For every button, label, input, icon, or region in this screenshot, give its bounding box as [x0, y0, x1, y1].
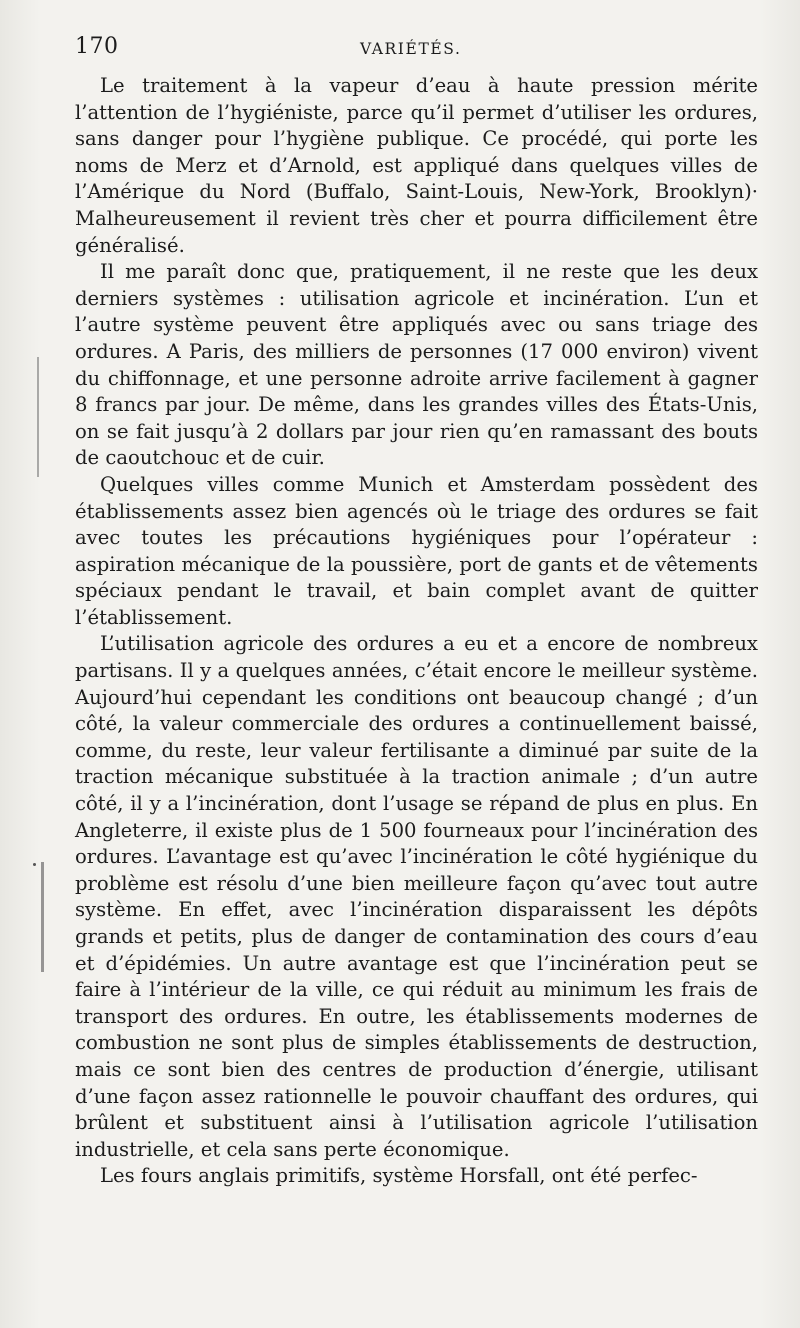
paragraph-english-furnaces: Les fours anglais primitifs, système Horsfall, ont été perfec- [100, 1164, 698, 1188]
page-header [75, 34, 755, 64]
paragraph-sorting-plants: Quelques villes comme Munich et Amsterdam possèdent des établissements assez bien agencés où le triage des ordures se fait avec toutes les précautions hygiéniques pour l’opérateur : aspiration mécanique de la poussière, port de gants et de vêtements spéciaux pendant le travail, et bain complet avant de quitter l’établissement. [75, 472, 758, 629]
running-head: VARIÉTÉS. [360, 40, 462, 58]
paragraph-remaining-systems: Il me paraît donc que, pratiquement, il ne reste que les deux derniers systèmes : utilisation agricole et incinération. L’un et l’autre système peuvent être appliqués avec ou sans triage des ordures. A Paris, des milliers de personnes (17 000 environ) vivent du chiffonnage, et une personne adroite arrive facilement à gagner 8 francs par jour. De même, dans les grandes villes des États-Unis, on se fait jusqu’à 2 dollars par jour rien qu’en ramassant des bouts de caoutchouc et de cuir. [75, 260, 758, 470]
paragraph-agricultural-use: L’utilisation agricole des ordures a eu et a encore de nombreux partisans. Il y a quelques années, c’était encore le meilleur système. Aujourd’hui cependant les conditions ont beaucoup changé ; d’un côté, la valeur commerciale des ordures a continuellement baissé, comme, du reste, leur valeur fertilisante a diminué par suite de la traction mécanique substituée à la traction animale ; d’un autre côté, il y a l’incinération, dont l’usage se répand de plus en plus. En Angleterre, il existe plus de 1 500 fourneaux pour l’incinération des ordures. L’avantage est qu’avec l’incinération le côté hygiénique du problème est résolu d’une bien meilleure façon qu’avec tout autre système. En effet, avec l’incinération disparaissent les dépôts grands et petits, plus de danger de contamination des cours d’eau et d’épidémies. Un autre avantage est que l’incinération peut se faire à l’intérieur de la ville, ce qui réduit au minimum les frais de transport des ordures. En outre, les établissements modernes de combustion ne sont plus de simples établissements de destruction, mais ce sont bien des centres de production d’énergie, utilisant d’une façon assez rationnelle le pouvoir chauffant des ordures, qui brûlent et substituent ainsi à l’utilisation agricole l’utilisation industrielle, et cela sans perte économique. [75, 632, 758, 1161]
margin-pencil-mark [37, 357, 39, 477]
paragraph-steam-treatment: Le traitement à la vapeur d’eau à haute pression mérite l’attention de l’hygiéniste, parce qu’il permet d’utiliser les ordures, sans danger pour l’hygiène publique. Ce procédé, qui porte les noms de Merz et d’Arnold, est appliqué dans quelques villes de l’Amérique du Nord (Buffalo, Saint-Louis, New-York, Brooklyn)· Malheureusement il revient très cher et pourra difficilement être généralisé. [75, 74, 758, 257]
body-text [75, 73, 758, 1190]
page-number: 170 [75, 34, 119, 59]
margin-pencil-mark [41, 862, 44, 972]
margin-dot [33, 863, 36, 866]
